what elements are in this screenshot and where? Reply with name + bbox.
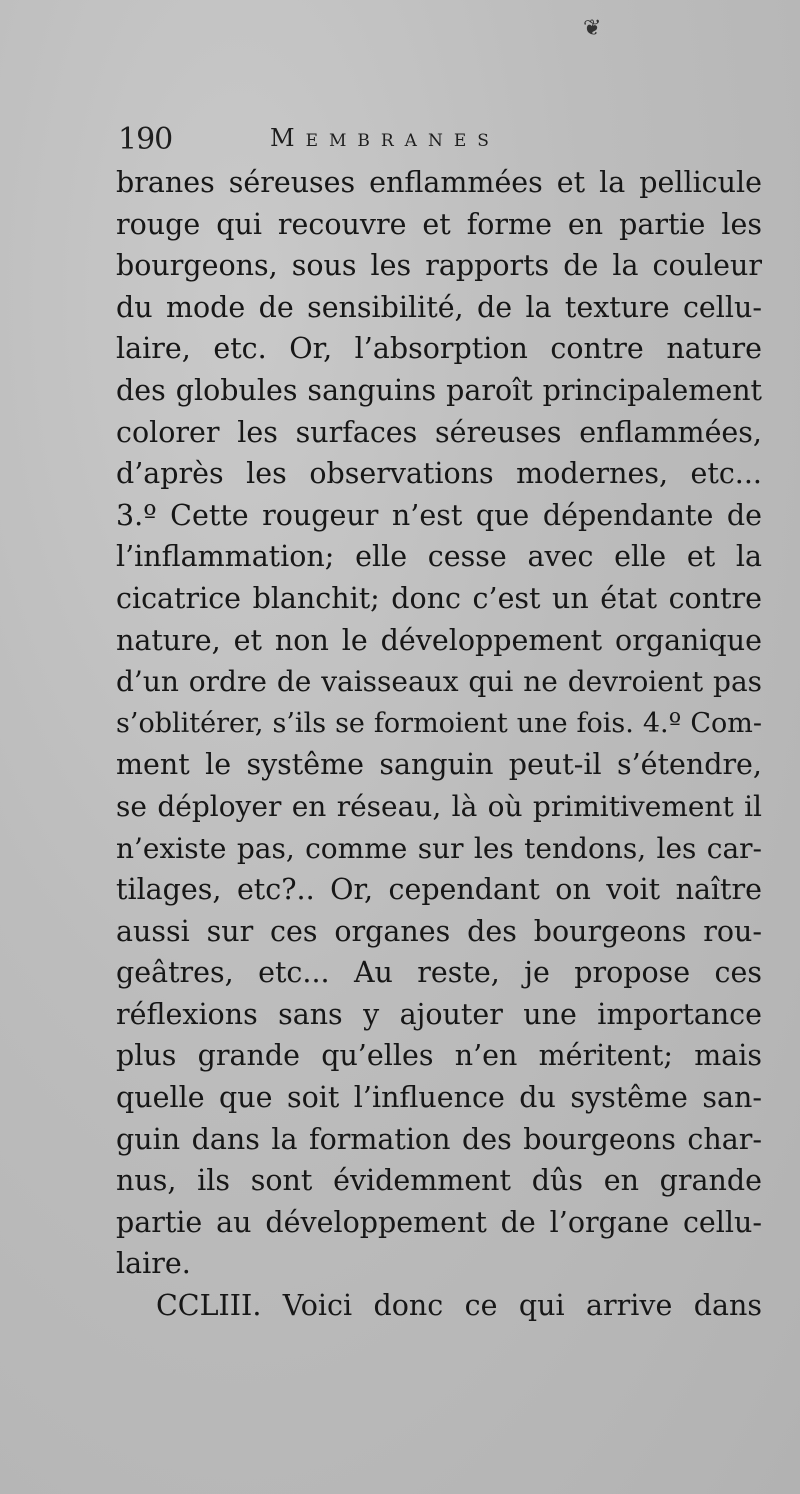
text-line: s’oblitérer, s’ils se formoient une fois. 4.º Com- xyxy=(116,707,762,739)
text-line: branes séreuses enflammées et la pellicule xyxy=(116,166,762,199)
running-head: Membranes xyxy=(270,124,500,152)
page-number: 190 xyxy=(118,122,173,157)
text-line: du mode de sensibilité, de la texture cellu- xyxy=(116,290,762,324)
text-line: plus grande qu’elles n’en méritent; mais xyxy=(116,1039,762,1073)
text-line: ment le systême sanguin peut-il s’étendre, xyxy=(116,748,762,782)
text-line: aussi sur ces organes des bourgeons rou- xyxy=(116,914,762,948)
text-line: quelle que soit l’influence du systême san- xyxy=(116,1081,762,1115)
text-line: laire, etc. Or, l’absorption contre nature xyxy=(116,332,762,366)
text-line: 3.º Cette rougeur n’est que dépendante de xyxy=(116,498,762,532)
section-opening-line: CCLIII. Voici donc ce qui arrive dans xyxy=(156,1289,762,1323)
text-line: nus, ils sont évidemment dûs en grande xyxy=(116,1164,762,1198)
text-line: geâtres, etc... Au reste, je propose ces xyxy=(116,956,762,990)
text-line: nature, et non le développement organique xyxy=(116,623,762,657)
text-line: d’après les observations modernes, etc... xyxy=(116,457,762,491)
text-line: guin dans la formation des bourgeons char- xyxy=(116,1122,762,1156)
text-line: rouge qui recouvre et forme en partie les xyxy=(116,207,762,241)
text-line: partie au développement de l’organe cellu- xyxy=(116,1205,762,1239)
text-line: des globules sanguins paroît principalement xyxy=(116,373,762,407)
text-line-paragraph-end: laire. xyxy=(116,1247,191,1281)
page-header xyxy=(118,122,758,162)
text-line: réflexions sans y ajouter une importance xyxy=(116,997,762,1031)
printer-mark: ❦ xyxy=(583,16,602,41)
text-line: bourgeons, sous les rapports de la couleur xyxy=(116,249,762,283)
text-line: l’inflammation; elle cesse avec elle et la xyxy=(116,540,762,574)
body-text xyxy=(116,162,762,1327)
text-line: cicatrice blanchit; donc c’est un état contre xyxy=(116,581,762,615)
text-line: d’un ordre de vaisseaux qui ne devroient pas xyxy=(116,665,762,699)
text-line: colorer les surfaces séreuses enflammées, xyxy=(116,415,762,449)
text-line: tilages, etc?.. Or, cependant on voit naître xyxy=(116,873,762,907)
text-line: se déployer en réseau, là où primitivement il xyxy=(116,789,762,823)
text-line: n’existe pas, comme sur les tendons, les car- xyxy=(116,831,762,865)
